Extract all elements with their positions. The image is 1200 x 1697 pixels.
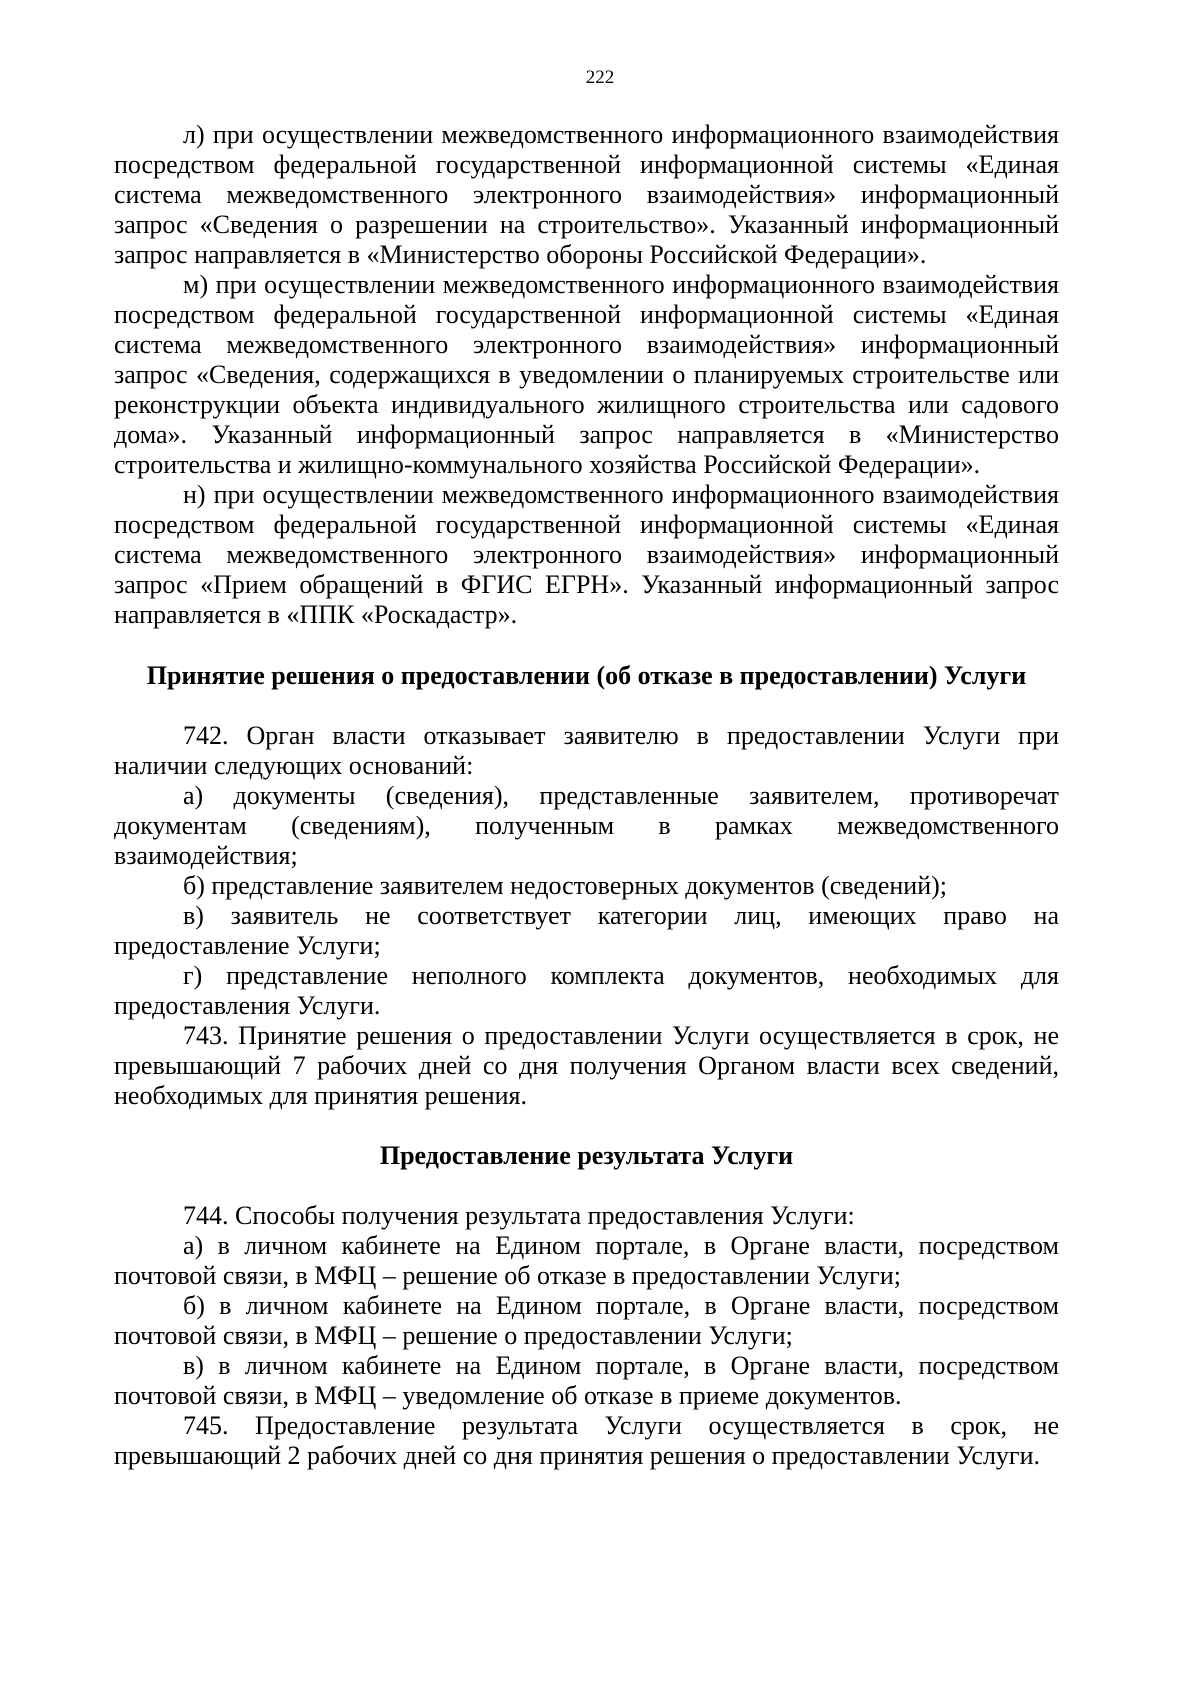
paragraph-n: н) при осуществлении межведомственного информационного взаимодействия посредством федеральной государственной информационной системы «Единая система межведомственного электронного взаимодействия» информационный запрос «Прием обращений в ФГИС ЕГРН». Указанный информационный запрос направляется в «ППК «Роскадастр».	[114, 480, 1059, 629]
paragraph-742-v: в) заявитель не соответствует категории лиц, имеющих право на предоставление Услуги;	[114, 901, 1059, 960]
section-heading-decision: Принятие решения о предоставлении (об отказе в предоставлении) Услуги	[146, 661, 1027, 690]
paragraph-744: 744. Способы получения результата предоставления Услуги:	[183, 1201, 855, 1230]
paragraph-742-b: б) представление заявителем недостоверных документов (сведений);	[183, 871, 947, 900]
paragraph-744-b: б) в личном кабинете на Едином портале, в Органе власти, посредством почтовой связи, в МФЦ – решение о предоставлении Услуги;	[114, 1291, 1059, 1350]
paragraph-742-a: а) документы (сведения), представленные заявителем, противоречат документам (сведениям), полученным в рамках межведомственного взаимодействия;	[114, 781, 1059, 870]
paragraph-l: л) при осуществлении межведомственного информационного взаимодействия посредством федеральной государственной информационной системы «Единая система межведомственного электронного взаимодействия» информационный запрос «Сведения о разрешении на строительство». Указанный информационный запрос направляется в «Министерство обороны Российской Федерации».	[114, 120, 1059, 269]
paragraph-m: м) при осуществлении межведомственного информационного взаимодействия посредством федеральной государственной информационной системы «Единая система межведомственного электронного взаимодействия» информационный запрос «Сведения, содержащихся в уведомлении о планируемых строительстве или реконструкции объекта индивидуального жилищного строительства или садового дома». Указанный информационный запрос направляется в «Министерство строительства и жилищно-коммунального хозяйства Российской Федерации».	[114, 270, 1059, 479]
paragraph-745: 745. Предоставление результата Услуги осуществляется в срок, не превышающий 2 рабочих дней со дня принятия решения о предоставлении Услуги.	[114, 1411, 1059, 1470]
section-heading-result: Предоставление результата Услуги	[379, 1141, 794, 1170]
paragraph-743: 743. Принятие решения о предоставлении Услуги осуществляется в срок, не превышающий 7 рабочих дней со дня получения Органом власти всех сведений, необходимых для принятия решения.	[114, 1021, 1059, 1110]
page-number: 222	[585, 67, 615, 88]
paragraph-744-v: в) в личном кабинете на Едином портале, в Органе власти, посредством почтовой связи, в МФЦ – уведомление об отказе в приеме документов.	[114, 1351, 1059, 1410]
paragraph-742-g: г) представление неполного комплекта документов, необходимых для предоставления Услуги.	[114, 961, 1059, 1020]
paragraph-742: 742. Орган власти отказывает заявителю в предоставлении Услуги при наличии следующих оснований:	[114, 721, 1059, 780]
paragraph-744-a: а) в личном кабинете на Едином портале, в Органе власти, посредством почтовой связи, в МФЦ – решение об отказе в предоставлении Услуги;	[114, 1231, 1059, 1290]
document-body	[114, 120, 1059, 1471]
